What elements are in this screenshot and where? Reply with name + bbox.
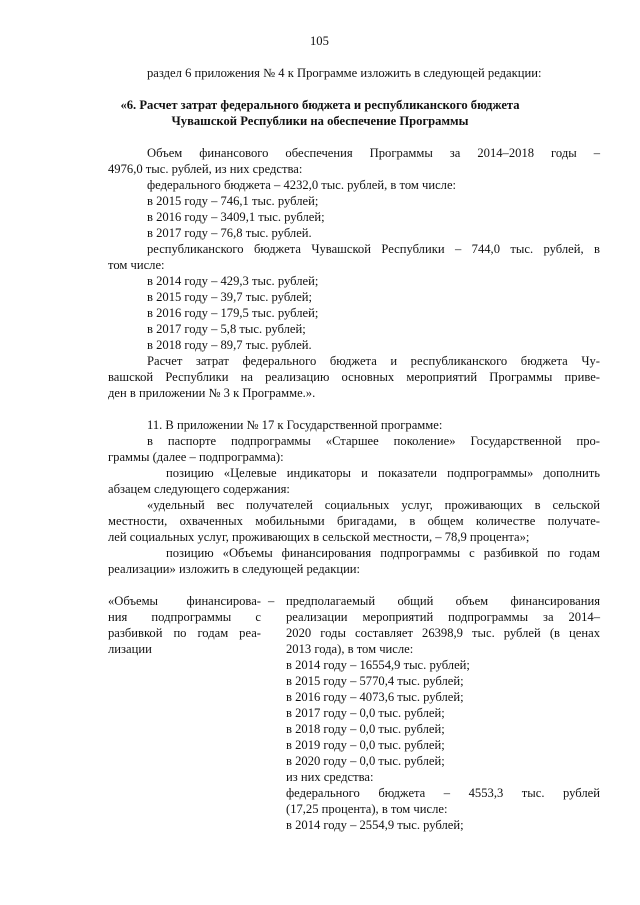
federal-year-item: в 2017 году – 76,8 тыс. рублей. <box>147 226 312 240</box>
passport-line-1: в паспорте подпрограммы «Старшее поколение» Государственной про- <box>147 434 600 448</box>
table-left-line-3: разбивкой по годам реа- <box>108 626 261 640</box>
quote-line-2: местности, охваченных мобильными бригадами, в общем количестве получате- <box>108 514 600 528</box>
table-federal-line-2: (17,25 процента), в том числе: <box>286 802 448 816</box>
item-11-title: 11. В приложении № 17 к Государственной программе: <box>147 418 443 432</box>
table-left-line-2: ния подпрограммы с <box>108 610 261 624</box>
table-year-item: в 2016 году – 4073,6 тыс. рублей; <box>286 690 464 704</box>
table-year-item: в 2015 году – 5770,4 тыс. рублей; <box>286 674 464 688</box>
table-federal-line-1: федерального бюджета – 4553,3 тыс. рублей <box>286 786 600 800</box>
table-left-line-1: «Объемы финансирова- <box>108 594 261 608</box>
federal-budget-line: федерального бюджета – 4232,0 тыс. рублей, в том числе: <box>147 178 457 192</box>
calc-paragraph-line-2: вашской Республики на реализацию основных мероприятий Программы приве- <box>108 370 600 384</box>
quote-line-3: лей социальных услуг, проживающих в сельской местности, – 78,9 процента»; <box>108 530 530 544</box>
table-right-intro-line-2: реализации мероприятий подпрограммы за 2014– <box>286 610 600 624</box>
section-heading-line-1: «6. Расчет затрат федерального бюджета и республиканского бюджета <box>120 98 520 112</box>
table-dash: – <box>268 594 275 608</box>
table-left-line-4: лизации <box>108 642 152 656</box>
position-indicators-line-2: абзацем следующего содержания: <box>108 482 290 496</box>
republic-year-item: в 2015 году – 39,7 тыс. рублей; <box>147 290 313 304</box>
passport-line-2: граммы (далее – подпрограмма): <box>108 450 284 464</box>
quote-line-1: «удельный вес получателей социальных услуг, проживающих в сельской <box>147 498 600 512</box>
federal-year-item: в 2015 году – 746,1 тыс. рублей; <box>147 194 319 208</box>
table-year-item: в 2014 году – 16554,9 тыс. рублей; <box>286 658 470 672</box>
table-year-item: в 2018 году – 0,0 тыс. рублей; <box>286 722 445 736</box>
calc-paragraph-line-3: ден в приложении № 3 к Программе.». <box>108 386 316 400</box>
republic-year-item: в 2017 году – 5,8 тыс. рублей; <box>147 322 306 336</box>
table-right-intro-line-1: предполагаемый общий объем финансирования <box>286 594 600 608</box>
table-year-item: в 2017 году – 0,0 тыс. рублей; <box>286 706 445 720</box>
position-funding-line-2: реализации» изложить в следующей редакции: <box>108 562 361 576</box>
position-funding-line-1: позицию «Объемы финансирования подпрограммы с разбивкой по годам <box>166 546 600 560</box>
table-year-item: в 2020 году – 0,0 тыс. рублей; <box>286 754 445 768</box>
republic-year-item: в 2014 году – 429,3 тыс. рублей; <box>147 274 319 288</box>
total-funding-line-1: Объем финансового обеспечения Программы за 2014–2018 годы – <box>147 146 600 160</box>
republic-budget-line-1: республиканского бюджета Чувашской Республики – 744,0 тыс. рублей, в <box>147 242 600 256</box>
total-funding-line-2: 4976,0 тыс. рублей, из них средства: <box>108 162 303 176</box>
table-right-intro-line-3: 2020 годы составляет 26398,9 тыс. рублей (в ценах <box>286 626 600 640</box>
table-right-intro-line-4: 2013 года), в том числе: <box>286 642 414 656</box>
section-heading-line-2: Чувашской Республики на обеспечение Программы <box>171 114 469 128</box>
republic-year-item: в 2016 году – 179,5 тыс. рублей; <box>147 306 319 320</box>
table-year-item: в 2019 году – 0,0 тыс. рублей; <box>286 738 445 752</box>
republic-year-item: в 2018 году – 89,7 тыс. рублей. <box>147 338 312 352</box>
federal-year-item: в 2016 году – 3409,1 тыс. рублей; <box>147 210 325 224</box>
table-federal-2014: в 2014 году – 2554,9 тыс. рублей; <box>286 818 464 832</box>
republic-budget-line-2: том числе: <box>108 258 165 272</box>
table-sources-label: из них средства: <box>286 770 374 784</box>
calc-paragraph-line-1: Расчет затрат федерального бюджета и республиканского бюджета Чу- <box>147 354 600 368</box>
intro-paragraph: раздел 6 приложения № 4 к Программе изложить в следующей редакции: <box>147 66 542 80</box>
page-number: 105 <box>310 34 329 48</box>
position-indicators-line-1: позицию «Целевые индикаторы и показатели подпрограммы» дополнить <box>166 466 600 480</box>
